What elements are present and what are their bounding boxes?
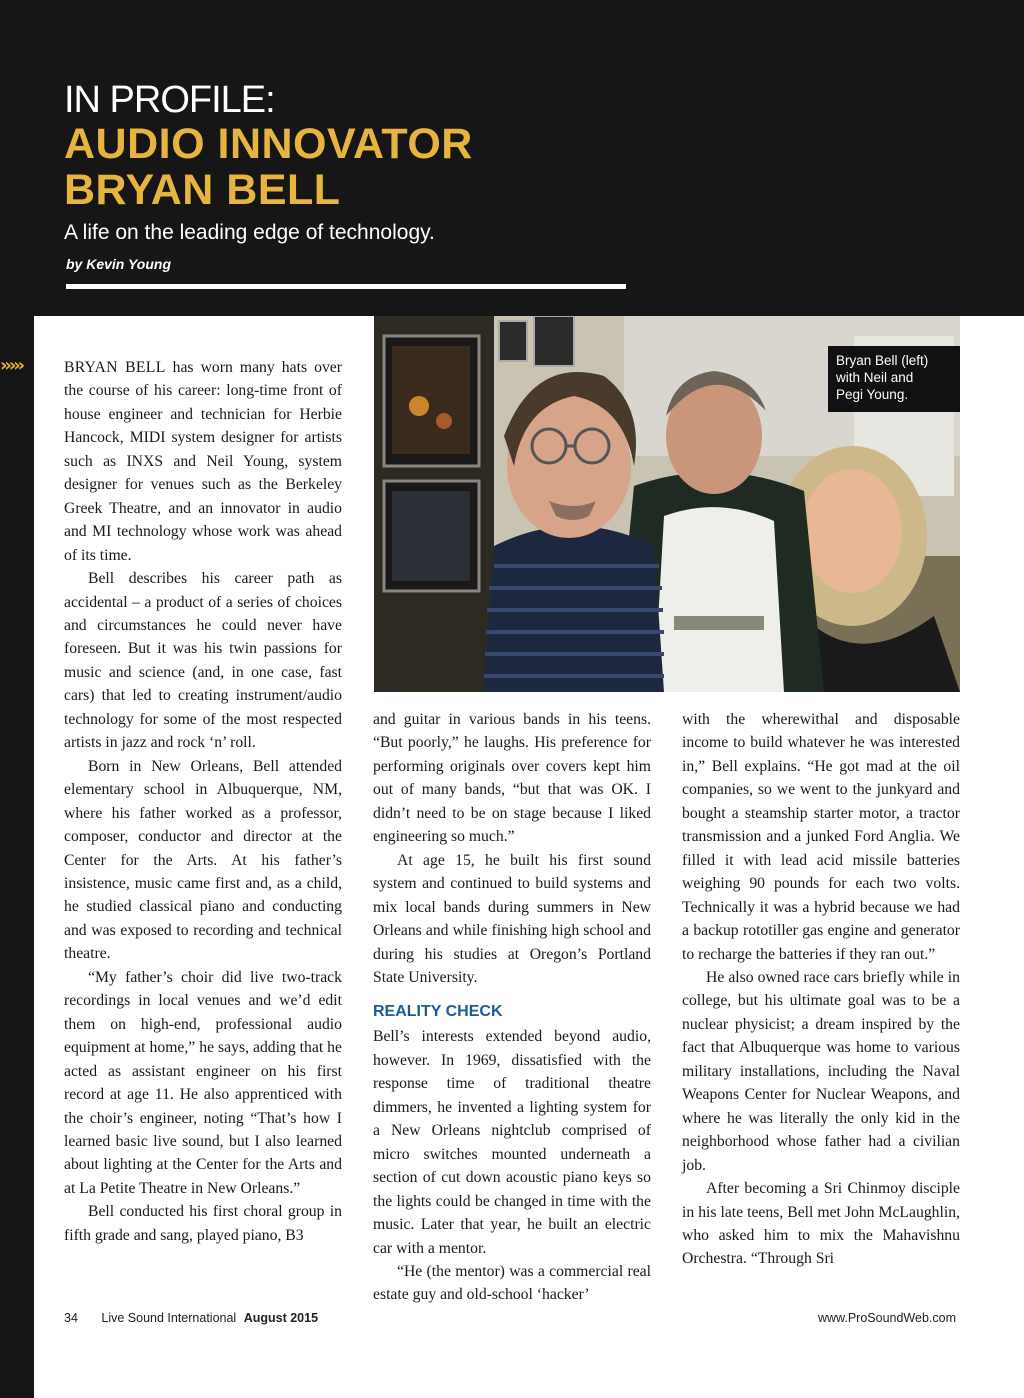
paragraph: with the wherewithal and disposable income to build whatever he was interested in,” Bell explains. “He got mad at the oil companies, so we went to the junkyard and bought a steamship starter motor, a tractor transmission and a junked Ford Anglia. We filled it with lead acid missile batteries weighing 90 pounds for each two volts. Technically it was a hybrid because we had a backup rototiller gas engine and generator to recharge the batteries if they ran out.” (682, 711, 960, 963)
kicker: IN PROFILE: (64, 79, 275, 121)
paragraph: He also owned race cars briefly while in college, but his ultimate goal was to be a nuclear physicist; a dream inspired by the fact that Albuquerque was home to various military installations, including the Naval Weapons Center for Nuclear Weapons, and where he was literally the only kid in the neighborhood whose father had a civilian job. (682, 968, 960, 1174)
header-band (0, 0, 1024, 316)
header-rule (66, 284, 626, 289)
chevron-arrows-icon: ››››› (0, 355, 23, 376)
article-column-1 (64, 356, 342, 1247)
footer-left (64, 1311, 318, 1325)
lead-name: BRYAN BELL (64, 359, 166, 376)
magazine-name: Live Sound International (101, 1311, 237, 1325)
left-margin-strip (0, 316, 34, 1398)
caption-line: with Neil and (836, 370, 914, 385)
caption-line: Pegi Young. (836, 387, 909, 402)
page-number: 34 (64, 1311, 78, 1325)
issue-date: August 2015 (243, 1311, 319, 1325)
paragraph (64, 356, 342, 567)
paragraph: “My father’s choir did live two-track recordings in local venues and we’d edit them on high-end, professional audio equipment at home,” he says, adding that he acted as assistant engineer on his first record at age 11. He also apprenticed with the choir’s engineer, noting “That’s how I learned basic live sound, but I also learned about lighting at the Center for the Arts and at La Petite Theatre in New Orleans.” (64, 968, 342, 1197)
paragraph: At age 15, he built his first sound system and continued to build systems and mix local bands during summers in New Orleans and while finishing high school and during his studies at Oregon’s Portland State University. (373, 851, 651, 986)
subtitle: A life on the leading edge of technology. (64, 221, 435, 244)
paragraph: “He (the mentor) was a commercial real estate guy and old-school ‘hacker’ (373, 1262, 651, 1304)
byline: by Kevin Young (66, 256, 172, 272)
photo-caption (828, 346, 960, 412)
paragraph: Bell conducted his first choral group in fifth grade and sang, played piano, B3 (64, 1203, 342, 1244)
paragraph: and guitar in various bands in his teens. “But poorly,” he laughs. His preference for performing originals over covers kept him out of many bands, “but that was OK. I didn’t need to be on stage because I liked engineering so much.” (373, 711, 651, 846)
article-column-2 (373, 708, 651, 1307)
paragraph: Born in New Orleans, Bell attended elementary school in Albuquerque, NM, where his father worked as a professor, composer, conductor and director at the Center for the Arts. At his father’s insistence, music came first and, as a child, he studied classical piano and conducting and was exposed to recording and technical theatre. (64, 757, 342, 963)
paragraph-text: has worn many hats over the course of his career: long-time front of house engineer and technician for Herbie Hancock, MIDI system designer for artists such as INXS and Neil Young, system designer for venues such as the Berkeley Greek Theatre, and an innovator in audio and MI technology whose work was ahead of its time. (64, 359, 342, 564)
paragraph: Bell’s interests extended beyond audio, however. In 1969, dissatisfied with the response time of traditional theatre dimmers, he invented a lighting system for a New Orleans nightclub comprised of micro switches mounted underneath a section of cut down acoustic piano keys so the lights could be changed in time with the music. Later that year, he built an electric car with a mentor. (373, 1028, 651, 1257)
caption-line: Bryan Bell (left) (836, 353, 929, 368)
paragraph: Bell describes his career path as accidental – a product of a series of choices and circumstances he could never have foreseen. But it was his twin passions for music and science (and, in one case, fast cars) that led to creating instrument/audio technology for some of the most respected artists in jazz and rock ‘n’ roll. (64, 570, 342, 752)
section-heading: REALITY CHECK (373, 1003, 503, 1021)
website-link[interactable]: www.ProSoundWeb.com (817, 1311, 956, 1325)
headline-line-2: BRYAN BELL (64, 166, 341, 214)
headline-line-1: AUDIO INNOVATOR (64, 120, 473, 168)
article-column-3 (682, 708, 960, 1271)
paragraph: After becoming a Sri Chinmoy disciple in his late teens, Bell met John McLaughlin, who asked him to mix the Mahavishnu Orchestra. “Through Sri (682, 1180, 960, 1268)
